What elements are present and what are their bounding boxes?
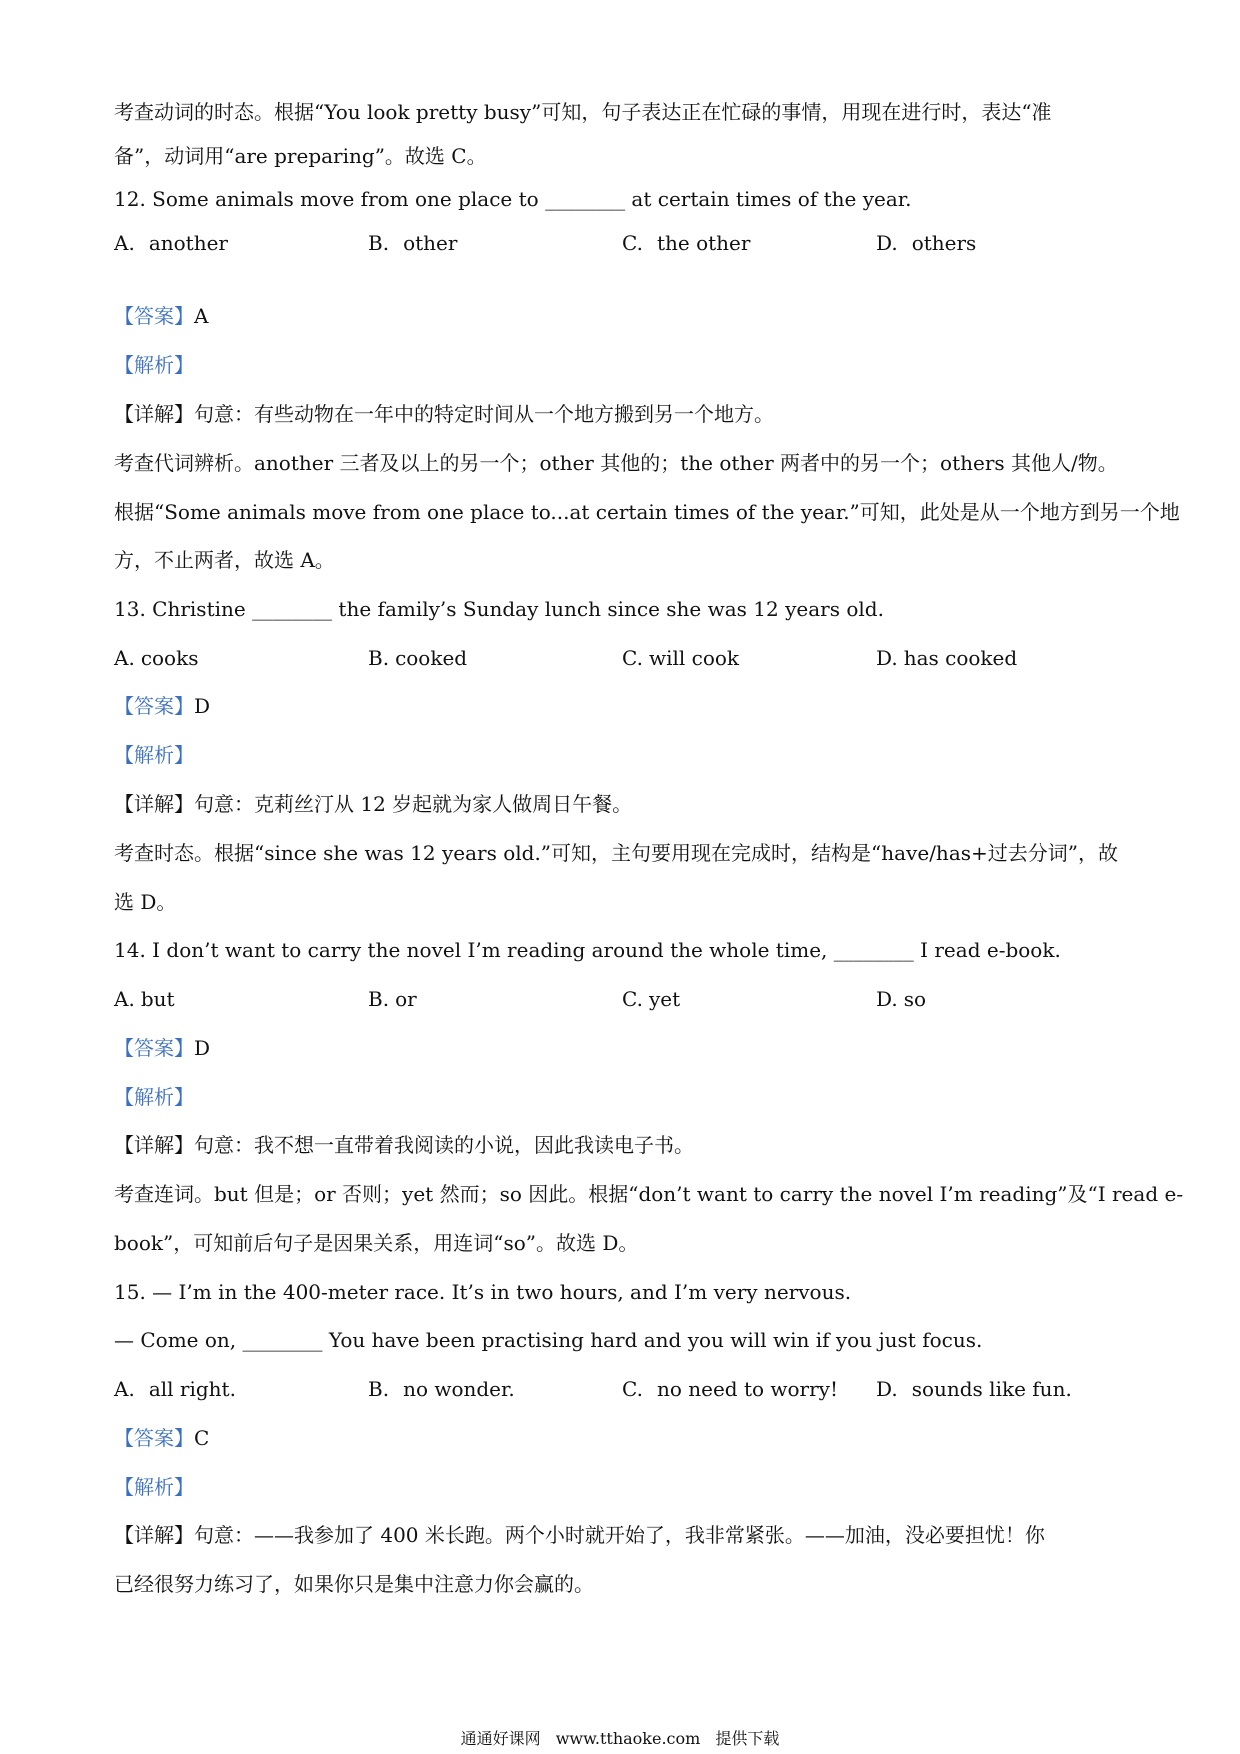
detail-line: 【详解】句意：克莉丝汀从 12 岁起就为家人做周日午餐。 [114, 792, 633, 816]
answer-label: 【答案】 [114, 1426, 194, 1450]
option-a: A. another [114, 231, 228, 255]
analysis-label: 【解析】 [114, 1085, 194, 1109]
question-13-options [114, 644, 1134, 672]
question-15-stem: 15. — I’m in the 400-meter race. It’s in two hours, and I’m very nervous. [114, 1280, 852, 1304]
option-b: B. no wonder. [368, 1377, 515, 1401]
detail-line: book”，可知前后句子是因果关系，用连词“so”。故选 D。 [114, 1231, 639, 1255]
option-b: B. other [368, 231, 458, 255]
analysis-label: 【解析】 [114, 353, 194, 377]
text-line: 备”，动词用“are preparing”。故选 C。 [114, 144, 487, 168]
answer-value: D [194, 1036, 211, 1060]
question-14-options [114, 985, 1134, 1013]
option-d: D. sounds like fun. [876, 1377, 1072, 1401]
option-c: C. the other [622, 231, 751, 255]
option-d: D. others [876, 231, 977, 255]
option-c: C. will cook [622, 646, 740, 670]
analysis-label: 【解析】 [114, 743, 194, 767]
detail-line: 考查时态。根据“since she was 12 years old.”可知，主句要用现在完成时，结构是“have/has+过去分词”，故 [114, 841, 1118, 865]
answer-label: 【答案】 [114, 304, 194, 328]
answer-line [114, 1034, 1134, 1062]
option-c: C. no need to worry! [622, 1377, 838, 1401]
detail-line: 考查连词。but 但是；or 否则；yet 然而；so 因此。根据“don’t want to carry the novel I’m reading”及“I read e- [114, 1182, 1184, 1206]
detail-label: 【详解】 [114, 792, 194, 816]
question-13-stem: 13. Christine ________ the family’s Sunday lunch since she was 12 years old. [114, 597, 884, 621]
answer-line [114, 302, 1134, 330]
detail-label: 【详解】 [114, 1133, 194, 1157]
answer-value: A [194, 304, 209, 328]
option-a: A. cooks [114, 646, 199, 670]
detail-line: 选 D。 [114, 890, 177, 914]
question-15-options [114, 1375, 1134, 1403]
detail-line: 根据“Some animals move from one place to...at certain times of the year.”可知，此处是从一个地方到另一个地 [114, 500, 1180, 524]
option-d: D. so [876, 987, 926, 1011]
answer-value: D [194, 694, 211, 718]
answer-line [114, 1424, 1134, 1452]
detail-line: 考查代词辨析。another 三者及以上的另一个；other 其他的；the other 两者中的另一个；others 其他人/物。 [114, 451, 1118, 475]
option-b: B. or [368, 987, 417, 1011]
detail-label: 【详解】 [114, 1523, 194, 1547]
detail-label: 【详解】 [114, 402, 194, 426]
question-14-stem: 14. I don’t want to carry the novel I’m reading around the whole time, ________ I read e-book. [114, 938, 1061, 962]
footer-note: 提供下载 [715, 1729, 780, 1748]
footer-site-name: 通通好课网 [460, 1729, 541, 1748]
answer-value: C [194, 1426, 210, 1450]
answer-label: 【答案】 [114, 694, 194, 718]
option-d: D. has cooked [876, 646, 1018, 670]
page-footer [0, 1728, 1240, 1750]
option-c: C. yet [622, 987, 681, 1011]
option-a: A. but [114, 987, 175, 1011]
footer-url[interactable]: www.tthaoke.com [555, 1729, 701, 1748]
question-15-stem: — Come on, ________ You have been practising hard and you will win if you just focus. [114, 1328, 983, 1352]
detail-line: 已经很努力练习了，如果你只是集中注意力你会赢的。 [114, 1572, 594, 1596]
question-12-options [114, 229, 1134, 257]
question-12-stem: 12. Some animals move from one place to ________ at certain times of the year. [114, 187, 912, 211]
detail-line: 【详解】句意：我不想一直带着我阅读的小说，因此我读电子书。 [114, 1133, 694, 1157]
analysis-label: 【解析】 [114, 1475, 194, 1499]
detail-line: 【详解】句意：——我参加了 400 米长跑。两个小时就开始了，我非常紧张。——加油，没必要担忧！你 [114, 1523, 1045, 1547]
detail-line: 方，不止两者，故选 A。 [114, 548, 335, 572]
text-line: 考查动词的时态。根据“You look pretty busy”可知，句子表达正在忙碌的事情，用现在进行时，表达“准 [114, 100, 1052, 124]
option-b: B. cooked [368, 646, 468, 670]
answer-line [114, 692, 1134, 720]
answer-label: 【答案】 [114, 1036, 194, 1060]
option-a: A. all right. [114, 1377, 236, 1401]
detail-line: 【详解】句意：有些动物在一年中的特定时间从一个地方搬到另一个地方。 [114, 402, 774, 426]
